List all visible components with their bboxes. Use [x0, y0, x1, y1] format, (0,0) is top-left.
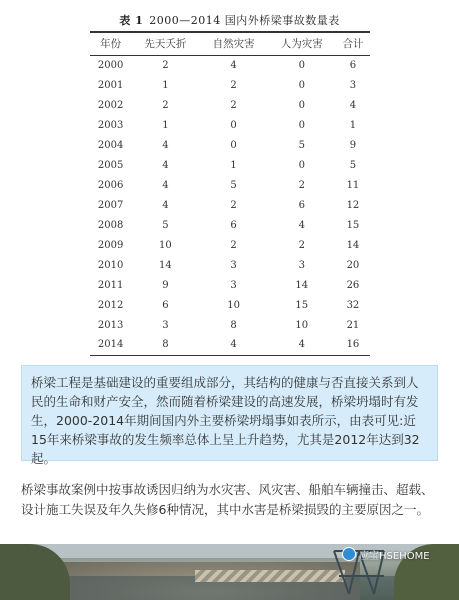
cell-natural: 6 — [230, 219, 237, 231]
table-row — [90, 135, 370, 155]
table-row — [90, 175, 370, 195]
cell-natural: 2 — [230, 99, 237, 111]
cell-year: 2003 — [97, 119, 124, 131]
cell-total: 3 — [349, 79, 357, 91]
table-row — [90, 275, 370, 295]
cell-congenital: 2 — [162, 59, 169, 71]
header-year: 年份 — [100, 38, 122, 51]
table-row — [90, 235, 370, 255]
cell-natural: 0 — [230, 119, 237, 131]
cell-congenital: 4 — [162, 179, 169, 191]
cell-human: 0 — [298, 79, 305, 91]
cause-paragraph — [21, 480, 441, 520]
cell-natural: 2 — [230, 79, 237, 91]
cell-year: 2007 — [97, 199, 124, 211]
table-row — [90, 295, 370, 315]
cell-total: 12 — [346, 199, 360, 211]
cell-human: 0 — [298, 119, 305, 131]
cell-natural: 10 — [227, 299, 240, 311]
cell-total: 21 — [346, 319, 360, 331]
cell-year: 2013 — [97, 319, 124, 331]
cell-natural: 2 — [230, 199, 237, 211]
cell-total: 15 — [346, 219, 360, 231]
hsehome-logo-icon — [342, 547, 356, 561]
cell-year: 2002 — [97, 99, 124, 111]
cell-congenital: 8 — [162, 339, 169, 351]
cell-natural: 2 — [230, 239, 237, 251]
cell-congenital: 4 — [162, 159, 169, 171]
header-natural: 自然灾害 — [212, 38, 255, 51]
header-total: 合计 — [342, 38, 364, 51]
cell-human: 2 — [298, 179, 305, 191]
cell-congenital: 9 — [162, 279, 169, 291]
cell-total: 5 — [349, 159, 357, 171]
cell-human: 15 — [295, 299, 309, 311]
cell-total: 14 — [346, 239, 360, 251]
header-congenital: 先天夭折 — [144, 38, 187, 51]
cell-natural: 4 — [230, 339, 237, 351]
cell-human: 0 — [298, 59, 305, 71]
cell-total: 16 — [346, 339, 360, 351]
cell-human: 14 — [295, 279, 309, 291]
cell-year: 2000 — [97, 59, 124, 71]
cell-total: 6 — [349, 59, 357, 71]
cell-congenital: 1 — [162, 79, 169, 91]
cell-total: 11 — [346, 179, 360, 191]
accident-table — [90, 31, 370, 356]
table-row — [90, 215, 370, 235]
watermark — [342, 546, 430, 562]
table-caption-label: 表 1 — [119, 14, 144, 27]
cell-total: 9 — [349, 139, 357, 151]
cell-congenital: 4 — [162, 199, 169, 211]
cell-natural: 1 — [230, 159, 237, 171]
table-row — [90, 195, 370, 215]
cell-total: 26 — [346, 279, 360, 291]
cell-human: 3 — [298, 259, 305, 271]
cell-congenital: 14 — [159, 259, 172, 271]
cell-congenital: 3 — [162, 319, 169, 331]
cell-year: 2005 — [97, 159, 124, 171]
cell-total: 4 — [349, 99, 357, 111]
cell-year: 2001 — [97, 79, 124, 91]
cell-total: 20 — [346, 259, 360, 271]
cell-human: 0 — [298, 99, 305, 111]
table-row — [90, 115, 370, 135]
cell-congenital: 6 — [162, 299, 169, 311]
header-human: 人为灾害 — [280, 38, 323, 51]
cell-congenital: 4 — [162, 139, 169, 151]
cell-year: 2008 — [97, 219, 124, 231]
table-row — [90, 95, 370, 115]
cell-year: 2012 — [97, 299, 124, 311]
table-row — [90, 75, 370, 95]
cell-natural: 3 — [230, 259, 237, 271]
cell-congenital: 5 — [162, 219, 169, 231]
cell-human: 5 — [298, 139, 305, 151]
table-caption-text: 2000—2014 国内外桥梁事故数量表 — [149, 14, 340, 27]
cell-human: 6 — [298, 199, 305, 211]
cell-year: 2011 — [97, 279, 124, 291]
cell-congenital: 2 — [162, 99, 169, 111]
cell-year: 2006 — [97, 179, 124, 191]
cell-human: 4 — [298, 219, 305, 231]
cell-year: 2010 — [97, 259, 124, 271]
cell-natural: 3 — [230, 279, 237, 291]
cell-total: 32 — [346, 299, 360, 311]
table-row — [90, 155, 370, 175]
cell-year: 2014 — [97, 339, 124, 351]
cell-total: 1 — [349, 119, 357, 131]
highlight-box — [21, 365, 438, 466]
cause-paragraph-text: 桥梁事故案例中按事故诱因归纳为水灾害、风灾害、船舶车辆撞击、超载、设计施工失误及年久失修6种情况，其中水害是桥梁损毁的主要原因之一。 — [21, 482, 434, 517]
cell-natural: 4 — [230, 59, 237, 71]
cell-congenital: 10 — [159, 239, 172, 251]
cell-year: 2004 — [97, 139, 124, 151]
table-caption — [0, 12, 459, 28]
cell-natural: 0 — [230, 139, 237, 151]
cell-human: 10 — [295, 319, 309, 331]
table-row — [90, 335, 370, 355]
highlight-text: 桥梁工程是基础建设的重要组成部分，其结构的健康与否直接关系到人民的生命和财产安全，然而随着桥梁建设的高速发展，桥梁坍塌时有发生，2000-2014年期间国内外主要桥梁坍塌事如表所示，由表可见:近15年来桥梁事故的发生频率总体上呈上升趋势，尤其是2012年达到32起。 — [31, 375, 420, 466]
cell-natural: 8 — [230, 319, 237, 331]
table-row — [90, 55, 370, 75]
cell-congenital: 1 — [162, 119, 169, 131]
cell-year: 2009 — [97, 239, 124, 251]
table-body — [90, 55, 370, 355]
table-header-row — [90, 32, 370, 55]
cell-human: 0 — [298, 159, 305, 171]
cell-human: 2 — [298, 239, 305, 251]
cell-human: 4 — [298, 339, 305, 351]
watermark-text: 应宝HSEHOME — [359, 550, 430, 562]
table-row — [90, 255, 370, 275]
table-row — [90, 315, 370, 335]
cell-natural: 5 — [230, 179, 237, 191]
